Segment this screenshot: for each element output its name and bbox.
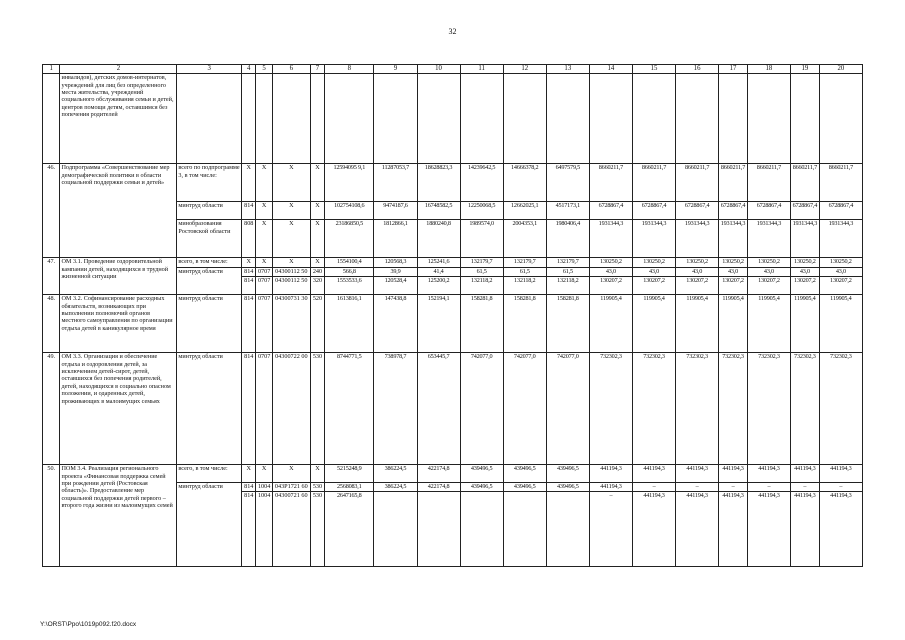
value-cell: 732302,3 [790,353,819,465]
value-cell: 61,5 132118,2 [546,268,589,295]
code-cell: X [256,220,272,258]
code-cell: 530 530 [310,483,324,567]
value-cell [460,74,503,164]
value-cell [790,74,819,164]
value-cell [503,74,546,164]
value-cell: 441194,3 [747,465,790,483]
code-cell: 0707 0707 [256,268,272,295]
value-cell [747,74,790,164]
value-cell: 41,4 125200,2 [417,268,460,295]
value-cell: 6728867,4 [589,202,632,220]
value-cell: 158281,8 [546,295,589,353]
code-cell [310,74,324,164]
code-cell: 04300731 30 [272,295,310,353]
value-cell: – 441194,3 [676,483,719,567]
value-cell: 6728867,4 [719,202,748,220]
value-cell: 132179,7 [460,258,503,268]
value-cell: 130250,2 [632,258,675,268]
value-cell: 1613816,1 [325,295,374,353]
column-number: 17 [719,65,748,74]
code-cell: X [310,164,324,202]
value-cell: 130250,2 [747,258,790,268]
value-cell: 732302,3 [819,353,862,465]
value-cell: 8660211,7 [719,164,748,202]
value-cell: 422174,8 [417,483,460,567]
column-number: 1 [43,65,60,74]
code-cell: 814 814 [242,268,256,295]
value-cell: 441194,3 [790,465,819,483]
value-cell: 439496,5 [503,483,546,567]
column-number: 14 [589,65,632,74]
code-cell: 04300722 00 [272,353,310,465]
value-cell: 130250,2 [790,258,819,268]
value-cell: 1931344,3 [747,220,790,258]
value-cell: 386224,5 [374,465,417,483]
value-cell: 439496,5 [503,465,546,483]
table-row [43,295,863,353]
executor-cell: минтруд области [177,202,242,220]
value-cell: – 441194,3 [632,483,675,567]
value-cell: 1880240,8 [417,220,460,258]
value-cell: – 441194,3 [719,483,748,567]
executor-cell [177,74,242,164]
value-cell: 5215248,9 [325,465,374,483]
code-cell: 0707 [256,295,272,353]
value-cell: 1980406,4 [546,220,589,258]
value-cell: 732302,3 [589,353,632,465]
value-cell: 43,0 130207,2 [790,268,819,295]
value-cell: 1931344,3 [632,220,675,258]
code-cell: 814 [242,202,256,220]
column-number: 8 [325,65,374,74]
column-number: 18 [747,65,790,74]
value-cell: 119905,4 [632,295,675,353]
value-cell: 6728867,4 [676,202,719,220]
row-number: 46. [43,164,60,258]
code-cell: 1004 1004 [256,483,272,567]
value-cell: 1554100,4 [325,258,374,268]
table-row [43,164,863,202]
value-cell: 653445,7 [417,353,460,465]
row-name: ОМ 3.2. Софинансирование расходных обязательств, возникающих при выполнении полномочий органов местного самоуправления по организации отдыха детей в каникулярное время [60,295,177,353]
column-number-row [43,65,863,74]
value-cell: 742077,0 [546,353,589,465]
value-cell: 742077,0 [503,353,546,465]
value-cell: 8660211,7 [589,164,632,202]
value-cell: 439496,5 [460,483,503,567]
row-name: Подпрограмма «Совершенствование мер демографической политики в области социальной поддержки семьи и детей» [60,164,177,258]
value-cell: 8660211,7 [790,164,819,202]
value-cell [719,74,748,164]
value-cell: 14666378,2 [503,164,546,202]
value-cell: 23186850,5 [325,220,374,258]
code-cell: 0707 [256,353,272,465]
executor-cell: всего по подпрограмме 3, в том числе: [177,164,242,202]
code-cell: X [256,202,272,220]
value-cell: 130250,2 [589,258,632,268]
value-cell: 742077,0 [460,353,503,465]
value-cell: 1931344,3 [676,220,719,258]
executor-cell: минтруд области [177,483,242,567]
code-cell: X [272,164,310,202]
code-cell: 240 320 [310,268,324,295]
column-number: 16 [676,65,719,74]
table-row [43,353,863,465]
value-cell: 441194,3 [589,465,632,483]
column-number: 20 [819,65,862,74]
code-cell [256,74,272,164]
value-cell: – 441194,3 [747,483,790,567]
row-number: 49. [43,353,60,465]
table-row [43,465,863,483]
value-cell: 61,5 132118,2 [503,268,546,295]
value-cell: 43,0 130207,2 [676,268,719,295]
column-number: 15 [632,65,675,74]
value-cell: 120568,3 [374,258,417,268]
code-cell: X [242,164,256,202]
code-cell: X [272,258,310,268]
value-cell: 130250,2 [819,258,862,268]
column-number: 7 [310,65,324,74]
code-cell: X [272,220,310,258]
code-cell: 530 [310,353,324,465]
code-cell: X [256,164,272,202]
column-number: 13 [546,65,589,74]
value-cell: 43,0 130207,2 [819,268,862,295]
value-cell: 147438,8 [374,295,417,353]
row-number [43,74,60,164]
value-cell: 439496,5 [546,465,589,483]
value-cell [589,74,632,164]
value-cell: 12662025,1 [503,202,546,220]
value-cell: 61,5 132118,2 [460,268,503,295]
value-cell: 11287053,7 [374,164,417,202]
column-number: 2 [60,65,177,74]
value-cell: 566,8 1553533,6 [325,268,374,295]
code-cell: X [310,202,324,220]
column-number: 5 [256,65,272,74]
page-number: 32 [448,27,457,36]
value-cell: 132179,7 [546,258,589,268]
value-cell: 732302,3 [719,353,748,465]
value-cell: 43,0 130207,2 [747,268,790,295]
code-cell: 04300112 50 04300112 50 [272,268,310,295]
value-cell: 738978,7 [374,353,417,465]
code-cell: 808 [242,220,256,258]
value-cell: 43,0 130207,2 [589,268,632,295]
value-cell: 9474187,6 [374,202,417,220]
code-cell: X [256,465,272,483]
value-cell [632,74,675,164]
row-number: 50. [43,465,60,567]
value-cell: 6728867,4 [790,202,819,220]
code-cell: X [242,258,256,268]
value-cell [374,74,417,164]
value-cell: 439496,5 [460,465,503,483]
value-cell: 1812866,1 [374,220,417,258]
column-number: 9 [374,65,417,74]
value-cell: 18628823,3 [417,164,460,202]
value-cell: 441194,3 [676,465,719,483]
value-cell: 6497579,5 [546,164,589,202]
code-cell: 814 [242,353,256,465]
value-cell: 439496,5 [546,483,589,567]
value-cell: 158281,8 [503,295,546,353]
value-cell: 39,9 120528,4 [374,268,417,295]
value-cell: 12594095 9,1 [325,164,374,202]
value-cell: 4517173,1 [546,202,589,220]
value-cell: 2004353,1 [503,220,546,258]
column-number: 4 [242,65,256,74]
value-cell: 125241,6 [417,258,460,268]
value-cell [819,74,862,164]
code-cell: X [272,202,310,220]
code-cell [272,74,310,164]
value-cell: – 441194,3 [790,483,819,567]
code-cell: X [272,465,310,483]
code-cell: X [242,465,256,483]
executor-cell: всего, в том числе: [177,258,242,268]
code-cell: 043P1721 60 04300721 60 [272,483,310,567]
budget-table [42,64,863,567]
value-cell: 2568083,1 2647165,8 [325,483,374,567]
value-cell: 8660211,7 [819,164,862,202]
value-cell: 8660211,7 [676,164,719,202]
value-cell: 130250,2 [719,258,748,268]
value-cell: 152194,1 [417,295,460,353]
value-cell: 1931344,3 [719,220,748,258]
column-number: 11 [460,65,503,74]
value-cell: 12250068,5 [460,202,503,220]
code-cell: 520 [310,295,324,353]
value-cell [417,74,460,164]
value-cell: 441194,3 – [589,483,632,567]
row-number: 48. [43,295,60,353]
value-cell: 43,0 130207,2 [632,268,675,295]
value-cell [325,74,374,164]
value-cell: 1931344,3 [790,220,819,258]
column-number: 6 [272,65,310,74]
value-cell [676,74,719,164]
executor-cell: минтруд области [177,295,242,353]
code-cell: X [310,258,324,268]
column-number: 3 [177,65,242,74]
value-cell: 130250,2 [676,258,719,268]
value-cell: 441194,3 [819,465,862,483]
value-cell: 119905,4 [676,295,719,353]
code-cell [242,74,256,164]
value-cell: 119905,4 [719,295,748,353]
code-cell: X [310,465,324,483]
value-cell [546,74,589,164]
value-cell: 6728867,4 [819,202,862,220]
value-cell: 732302,3 [747,353,790,465]
column-number: 10 [417,65,460,74]
row-number: 47. [43,258,60,295]
value-cell: 732302,3 [632,353,675,465]
table-row [43,74,863,164]
value-cell: 6728867,4 [747,202,790,220]
value-cell: 102754108,6 [325,202,374,220]
value-cell: 158281,8 [460,295,503,353]
executor-cell: минобразования Ростовской области [177,220,242,258]
code-cell: 814 814 [242,483,256,567]
executor-cell: минтруд области [177,268,242,295]
executor-cell: минтруд области [177,353,242,465]
value-cell: 132179,7 [503,258,546,268]
row-name: инвалидов), детских домов-интернатов, учреждений для лиц без определенного места жительства, учреждений социального обслуживания семьи и детей, центров помощи детям, оставшимся без попечения родителей [60,74,177,164]
value-cell: 1931344,3 [819,220,862,258]
row-name: ОМ 3.1. Проведение оздоровительной кампании детей, находящихся в трудной жизненной ситуации [60,258,177,295]
file-path-footer: Y:\ORST\Ppo\1019p092.f20.docx [40,621,137,628]
value-cell: 16748582,5 [417,202,460,220]
value-cell: 6728867,4 [632,202,675,220]
row-name: ПОМ 3.4. Реализация регионального проекта «Финансовая поддержка семей при рождении детей (Ростовская область)». Предоставление мер социальной поддержки детей первого – второго года жизни из малоимущих семей [60,465,177,567]
table-row [43,258,863,268]
value-cell: 14239642,5 [460,164,503,202]
value-cell: 386224,5 [374,483,417,567]
code-cell: 814 [242,295,256,353]
row-name: ОМ 3.3. Организация и обеспечение отдыха и оздоровления детей, за исключением детей-сирот, детей, оставшихся без попечения родителей, детей, находящихся в социально опасном положении, и одаренных детей, проживающих в малоимущих семьях [60,353,177,465]
value-cell: 422174,8 [417,465,460,483]
column-number: 12 [503,65,546,74]
value-cell: 119905,4 [819,295,862,353]
column-number: 19 [790,65,819,74]
executor-cell: всего, в том числе: [177,465,242,483]
code-cell: X [256,258,272,268]
value-cell: 119905,4 [747,295,790,353]
value-cell: 43,0 130207,2 [719,268,748,295]
value-cell: 441194,3 [719,465,748,483]
value-cell: 441194,3 [632,465,675,483]
value-cell: 119905,4 [790,295,819,353]
value-cell: 1931344,3 [589,220,632,258]
value-cell: 119905,4 [589,295,632,353]
value-cell: 8660211,7 [632,164,675,202]
value-cell: 1989574,0 [460,220,503,258]
value-cell: 8660211,7 [747,164,790,202]
value-cell: 8744771,5 [325,353,374,465]
value-cell: – 441194,3 [819,483,862,567]
code-cell: X [310,220,324,258]
value-cell: 732302,3 [676,353,719,465]
